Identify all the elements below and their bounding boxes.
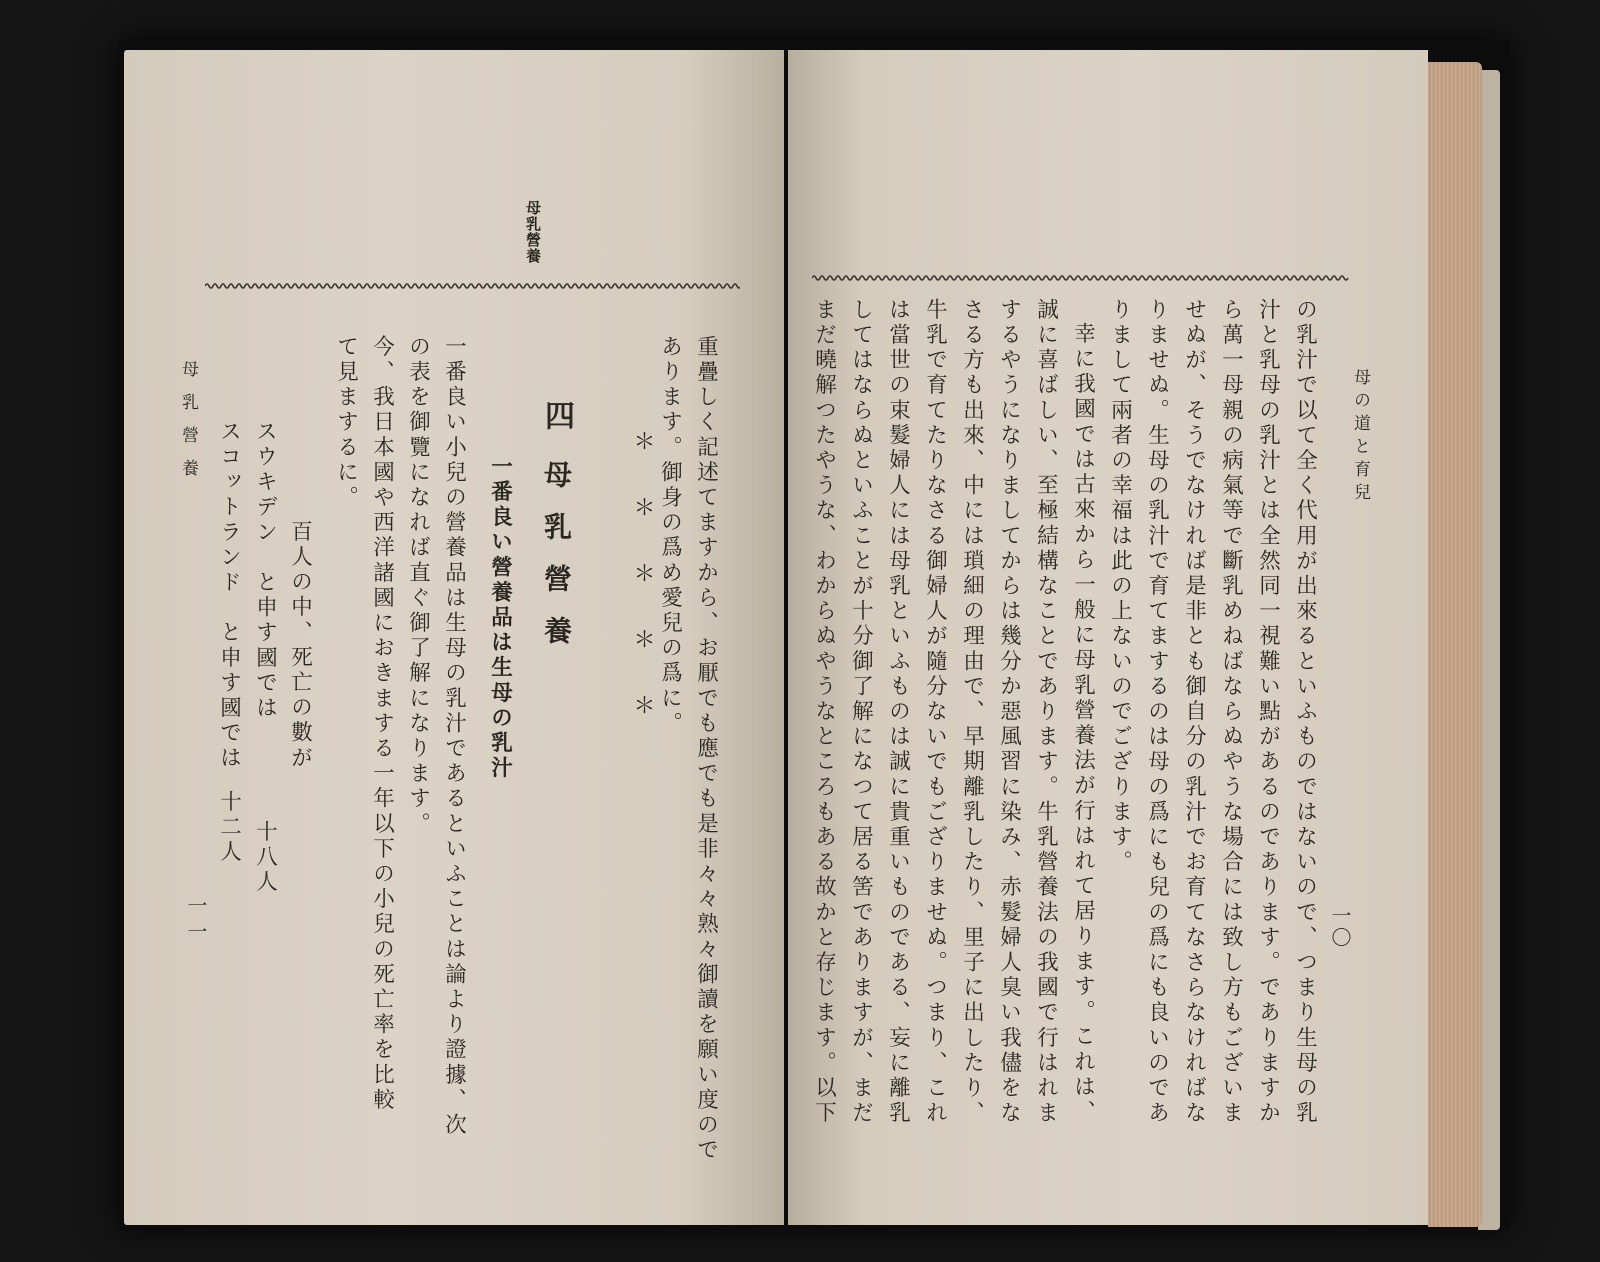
- table-row-scotland-value: 十二人: [216, 790, 242, 866]
- table-heading: 百人の中、死亡の數が: [287, 520, 313, 771]
- right-text-line-12: は當世の束髮婦人には母乳といふものは誠に貴重いものである、妄に離乳: [885, 298, 911, 1127]
- right-page-wavy-rule: [812, 272, 1352, 284]
- right-wavy-rule-path: [812, 276, 1348, 280]
- right-text-line-9: するやうになりましてからは幾分か惡風習に染み、赤髮婦人臭い我儘をな: [996, 298, 1022, 1127]
- right-text-line-5: りませぬ。生母の乳汁で育てまするのは母の爲にも兒の爲にも良いのであ: [1144, 298, 1170, 1127]
- left-page-folio: 一一: [184, 895, 208, 947]
- right-text-line-13: してはならぬといふことが十分御了解になつて居る筈でありますが、まだ: [848, 298, 874, 1127]
- section-title: 母乳營養: [540, 460, 573, 668]
- right-text-line-2: 汁と乳母の乳汁とは全然同一視難い點があるのであります。でありますか: [1255, 298, 1281, 1127]
- right-text-line-4: せぬが、そうでなければ是非とも御自分の乳汁でお育てなさらなければな: [1181, 298, 1207, 1127]
- right-text-line-1: の乳汁で以て全く代用が出來るといふものではないので、つまり生母の乳: [1292, 298, 1318, 1127]
- right-text-line-3: ら萬一母親の病氣等で斷乳めねばならぬやうな場合には致し方もございま: [1218, 298, 1244, 1127]
- left-text-line-2: あります。御身の爲め愛兒の爲に。: [657, 335, 683, 737]
- right-text-line-14: まだ曉解つたやうな、わからぬやうなところもある故かと存じます。以下: [811, 298, 837, 1127]
- table-row-sweden-value: 十八人: [252, 820, 278, 896]
- right-text-line-7: 幸に我國では古來から一般に母乳營養法が行はれて居ります。これは、: [1070, 322, 1096, 1126]
- left-text-line-9: て見まするに。: [333, 335, 359, 511]
- right-running-title: 母の道と育兒: [1350, 368, 1370, 506]
- left-running-title: 母乳營養: [178, 360, 198, 492]
- left-wavy-rule-path: [205, 284, 740, 288]
- table-row-scotland-label: スコットランド と申す國では: [216, 420, 242, 772]
- left-text-line-1: 重疊しく記述てますから、お厭でも應でも是非々々熟々御讀を願い度ので: [693, 335, 719, 1164]
- section-divider-asterisks: ＊＊＊＊＊: [630, 430, 655, 760]
- right-text-line-11: 牛乳で育てたりなさる御婦人が隨分ないでもござりませぬ。つまり、これ: [922, 298, 948, 1127]
- right-text-line-8: 誠に喜ばしい、至極結構なことであります。牛乳營養法の我國で行はれま: [1033, 298, 1059, 1127]
- left-page-wavy-rule: [205, 280, 740, 292]
- left-text-line-8: 今、我日本國や西洋諸國におきまする一年以下の小兒の死亡率を比較: [369, 335, 395, 1114]
- right-page-folio: 一〇: [1328, 905, 1352, 949]
- left-text-line-6: 一番良い小兒の營養品は生母の乳汁であるといふことは論より證據、次: [441, 335, 467, 1139]
- section-number: 四: [539, 400, 574, 430]
- left-text-line-7: の表を御覽になれば直ぐ御了解になります。: [405, 335, 431, 837]
- right-text-line-10: さる方も出來、中には瑣細の理由で、早期離乳したり、里子に出したり、: [959, 298, 985, 1127]
- right-text-line-6: りまして兩者の幸福は此の上ないのでござります。: [1107, 298, 1133, 876]
- left-page-header-title: 母乳營養: [524, 200, 542, 264]
- table-row-sweden-label: スウキデン と申す國では: [252, 420, 278, 722]
- subsection-heading: 一番良い營養品は生母の乳汁: [487, 455, 513, 782]
- page-edges: [1428, 62, 1482, 1227]
